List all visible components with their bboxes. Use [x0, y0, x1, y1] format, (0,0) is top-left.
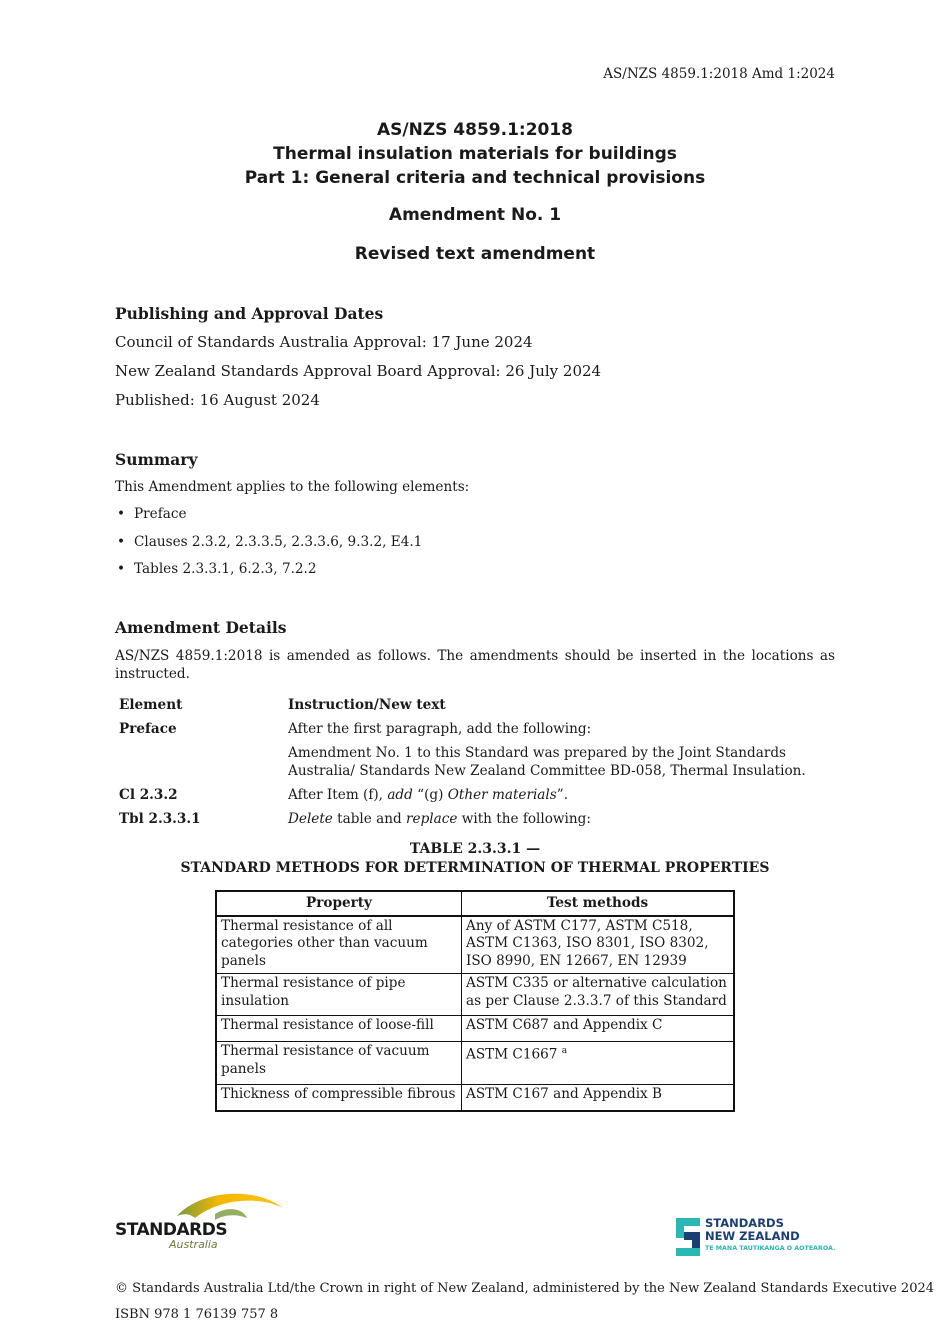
test-method-cell: ASTM C167 and Appendix B [462, 1085, 735, 1111]
table-number: TABLE 2.3.3.1 — [409, 841, 541, 857]
property-cell: Thickness of compressible fibrous [216, 1085, 462, 1111]
table-row [216, 974, 734, 1016]
snz-mark-icon [676, 1218, 700, 1256]
property-cell: Thermal resistance of pipe insulation [216, 974, 462, 1016]
summary-list [115, 506, 422, 589]
snz-wordmark-line1: STANDARDS [705, 1216, 784, 1230]
standards-new-zealand-logo [676, 1216, 851, 1260]
list-item: • Preface [115, 506, 422, 534]
amendment-instructions [115, 697, 835, 837]
element-label: Preface [119, 721, 177, 737]
instruction-text: After the first paragraph, add the following: [288, 721, 592, 737]
copyright-notice: © Standards Australia Ltd/the Crown in right of New Zealand, administered by the New Zealand Standards Executive 2024 [115, 1281, 935, 1296]
title-block [0, 118, 950, 190]
standards-australia-logo [115, 1188, 290, 1252]
property-cell: Thermal resistance of vacuum panels [216, 1042, 462, 1085]
test-method-cell: ASTM C335 or alternative calculation as per Clause 2.3.3.7 of this Standard [462, 974, 735, 1016]
instruction-text: After Item (f), add “(g) Other materials”. [288, 787, 569, 803]
test-method-cell: ASTM C687 and Appendix C [462, 1016, 735, 1042]
footnote-marker: a [561, 1046, 568, 1056]
council-approval-date: Council of Standards Australia Approval: 17 June 2024 [115, 333, 533, 351]
published-date: Published: 16 August 2024 [115, 391, 320, 409]
list-item: • Tables 2.3.3.1, 6.2.3, 7.2.2 [115, 561, 422, 589]
element-label: Cl 2.3.2 [119, 787, 178, 803]
column-header-element: Element [119, 697, 183, 713]
list-item: • Clauses 2.3.2, 2.3.3.5, 2.3.3.6, 9.3.2, E4.1 [115, 534, 422, 562]
table-row [216, 1016, 734, 1042]
details-heading: Amendment Details [115, 618, 287, 637]
amendment-number: Amendment No. 1 [388, 205, 562, 225]
sa-wordmark-sub: Australia [169, 1238, 218, 1251]
element-label: Tbl 2.3.3.1 [119, 811, 201, 827]
instruction-text: Delete table and replace with the following: [288, 811, 591, 827]
isbn: ISBN 978 1 76139 757 8 [115, 1307, 279, 1322]
table-row [216, 1042, 734, 1085]
standard-number: AS/NZS 4859.1:2018 [376, 120, 574, 140]
table-title [0, 840, 950, 878]
summary-heading: Summary [115, 450, 198, 469]
dates-heading: Publishing and Approval Dates [115, 304, 384, 323]
standard-title: Thermal insulation materials for buildings [273, 144, 677, 164]
column-header-test-methods: Test methods [462, 891, 735, 916]
inserted-text: Amendment No. 1 to this Standard was prepared by the Joint Standards Australia/ Standards New Zealand Committee BD-058, Thermal Insulation. [288, 745, 806, 779]
table-row [216, 916, 734, 974]
snz-tagline: TE MANA TAUTIKANGA O AOTEAROA. [705, 1245, 836, 1252]
property-cell: Thermal resistance of all categories other than vacuum panels [216, 916, 462, 974]
table-row [216, 1085, 734, 1111]
table-header-row [216, 891, 734, 916]
document-reference: AS/NZS 4859.1:2018 Amd 1:2024 [603, 66, 835, 82]
standard-part-title: Part 1: General criteria and technical provisions [244, 168, 706, 188]
column-header-instruction: Instruction/New text [288, 697, 446, 713]
details-intro: AS/NZS 4859.1:2018 is amended as follows. The amendments should be inserted in the locations as instructed. [115, 648, 835, 682]
property-cell: Thermal resistance of loose-fill [216, 1016, 462, 1042]
test-methods-table [215, 890, 735, 1112]
test-method-cell: Any of ASTM C177, ASTM C518, ASTM C1363, ISO 8301, ISO 8302, ISO 8990, EN 12667, EN 12939 [462, 916, 735, 974]
nz-board-approval-date: New Zealand Standards Approval Board Approval: 26 July 2024 [115, 362, 602, 380]
snz-wordmark-line2: NEW ZEALAND [705, 1229, 800, 1243]
amendment-type: Revised text amendment [354, 244, 596, 264]
sa-wordmark: STANDARDS [115, 1220, 228, 1240]
table-caption: STANDARD METHODS FOR DETERMINATION OF THERMAL PROPERTIES [180, 860, 770, 876]
column-header-property: Property [216, 891, 462, 916]
summary-intro: This Amendment applies to the following elements: [115, 479, 470, 495]
test-method-cell: ASTM C1667 $^a$ [462, 1042, 735, 1085]
